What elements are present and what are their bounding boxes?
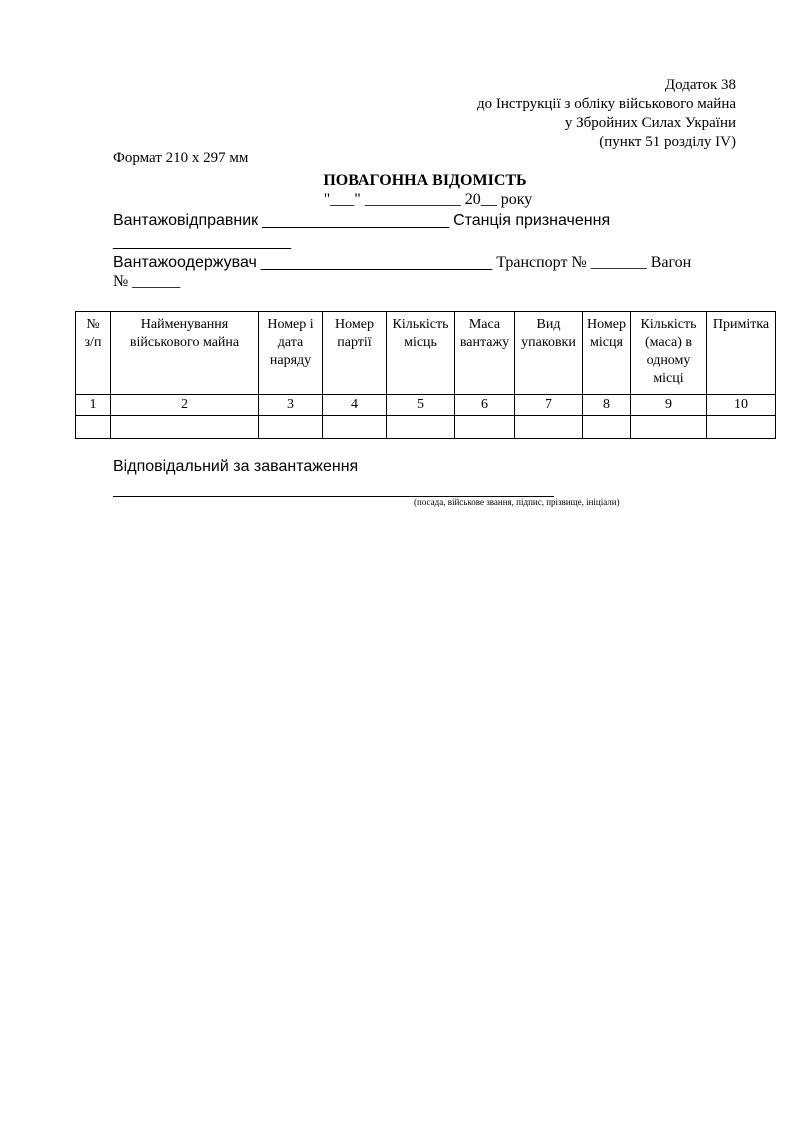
transport-label: Транспорт № <box>496 254 587 271</box>
appendix-reference <box>477 76 736 152</box>
responsible-label: Відповідальний за завантаження <box>113 458 359 475</box>
wagon-label: Вагон <box>650 254 692 271</box>
column-number: 5 <box>387 395 455 416</box>
consignee-label: Вантажоодержувач <box>113 254 257 271</box>
column-number: 2 <box>111 395 259 416</box>
shipper-blank[interactable]: _____________________ <box>262 212 450 229</box>
wagon-statement-table <box>75 311 776 439</box>
table-header-row <box>76 312 776 395</box>
column-number: 6 <box>455 395 515 416</box>
column-header: Примітка <box>707 312 776 395</box>
column-header: Номер місця <box>583 312 631 395</box>
column-header: Кількість (маса) в одному місці <box>631 312 707 395</box>
table-cell[interactable] <box>323 416 387 439</box>
column-number: 8 <box>583 395 631 416</box>
table-cell[interactable] <box>387 416 455 439</box>
consignee-blank[interactable]: __________________________ <box>260 254 493 271</box>
column-number: 3 <box>259 395 323 416</box>
column-header: Кількість місць <box>387 312 455 395</box>
date-line: "___" ____________ 20__ року <box>323 191 533 208</box>
column-header: Номер і дата наряду <box>259 312 323 395</box>
table-row <box>76 416 776 439</box>
table-cell[interactable] <box>111 416 259 439</box>
destination-station-label: Станція призначення <box>453 212 611 229</box>
appendix-line-4: (пункт 51 розділу IV) <box>599 134 736 150</box>
wagon-number-blank[interactable]: ______ <box>132 273 181 290</box>
consignee-line <box>113 254 691 272</box>
table-cell[interactable] <box>583 416 631 439</box>
table-cell[interactable] <box>455 416 515 439</box>
signature-caption: (посада, військове звання, підпис, прізвище, ініціали) <box>414 497 620 507</box>
column-header: Вид упаковки <box>515 312 583 395</box>
appendix-line-2: до Інструкції з обліку військового майна <box>477 96 736 112</box>
column-number: 10 <box>707 395 776 416</box>
wagon-number-label: № <box>113 273 129 290</box>
table-cell[interactable] <box>76 416 111 439</box>
table-cell[interactable] <box>515 416 583 439</box>
column-number: 4 <box>323 395 387 416</box>
destination-station-blank[interactable]: ____________________ <box>113 233 291 250</box>
appendix-line-3: у Збройних Силах України <box>564 115 736 131</box>
column-header: № з/п <box>76 312 111 395</box>
column-header: Номер партії <box>323 312 387 395</box>
format-note: Формат 210 х 297 мм <box>113 150 249 166</box>
wagon-number-line <box>113 273 180 291</box>
table-cell[interactable] <box>259 416 323 439</box>
shipper-line <box>113 212 610 230</box>
column-number-row <box>76 395 776 416</box>
table-cell[interactable] <box>631 416 707 439</box>
column-header: Найменування військового майна <box>111 312 259 395</box>
document-title: ПОВАГОННА ВІДОМІСТЬ <box>323 172 527 189</box>
column-number: 7 <box>515 395 583 416</box>
column-number: 9 <box>631 395 707 416</box>
appendix-line-1: Додаток 38 <box>664 77 736 93</box>
column-number: 1 <box>76 395 111 416</box>
column-header: Маса вантажу <box>455 312 515 395</box>
transport-blank[interactable]: _______ <box>590 254 647 271</box>
shipper-label: Вантажовідправник <box>113 212 259 229</box>
table-cell[interactable] <box>707 416 776 439</box>
